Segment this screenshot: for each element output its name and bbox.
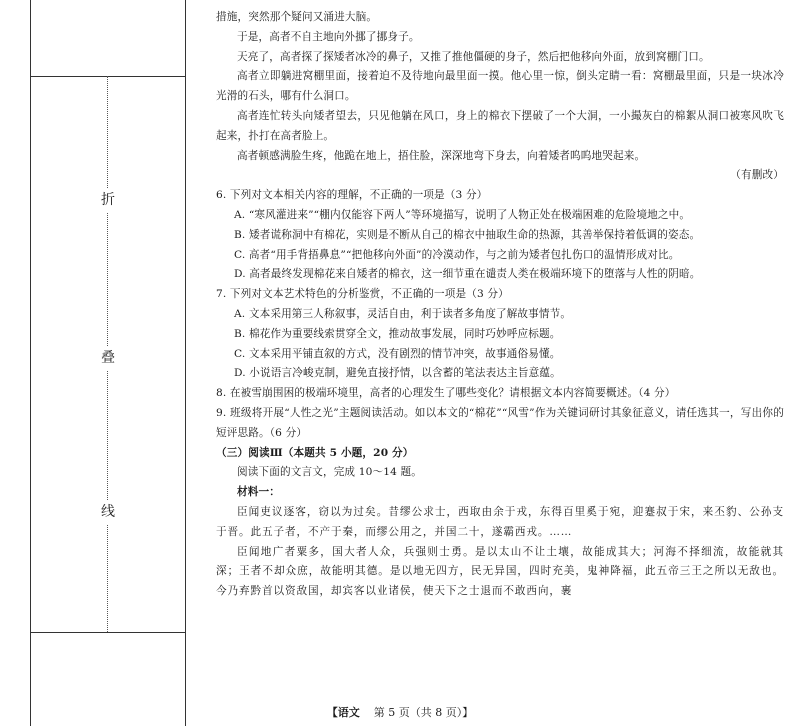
margin-border-right [185, 0, 186, 726]
section-heading: （三）阅读Ⅲ（本题共 5 小题，20 分） [216, 446, 414, 459]
reading-section-3 [216, 444, 784, 602]
footer-subject: 【语文 [326, 706, 360, 719]
option-c: C. 高者“用手背捂鼻息”“把他移向外面”的冷漠动作，与之前为矮者包扎伤口的温情形成对比。 [234, 248, 680, 261]
question-stem: 7. 下列对文本艺术特色的分析鉴赏，不正确的一项是（3 分） [216, 288, 509, 301]
option-d: D. 小说语言冷峻克制，避免直接抒情，以含蓄的笔法表达主旨意蕴。 [234, 367, 561, 380]
story-paragraph: 于是，高者不自主地向外挪了挪身子。 [237, 30, 420, 43]
option-b: B. 棉花作为重要线索贯穿全文，推动故事发展，同时巧妙呼应标题。 [234, 327, 561, 340]
story-paragraph: 高者连忙转头向矮者望去，只见他躺在风口，身上的棉衣下摆破了一个大洞，一小撮灰白的棉絮从洞口被寒风吹飞起来，扑打在高者脸上。 [216, 109, 784, 142]
option-b: B. 矮者谎称洞中有棉花，实则是不断从自己的棉衣中抽取生命的热源，其善举保持着低调的姿态。 [234, 228, 701, 241]
page-content [216, 8, 784, 602]
fold-label-char-1: 折 [96, 188, 120, 212]
question-9: 9. 班级将开展“人性之光”主题阅读活动。如以本文的“棉花”“风雪”作为关键词研讨其象征意义，请任选其一，写出你的短评思路。（6 分） [216, 406, 784, 439]
page-footer [0, 705, 800, 721]
binding-margin [0, 0, 186, 726]
story-paragraph: 高者顿感满脸生疼，他跪在地上，捂住脸，深深地弯下身去，向着矮者呜呜地哭起来。 [237, 149, 646, 162]
question-7 [216, 285, 784, 384]
question-6 [216, 186, 784, 285]
classical-paragraph: 臣闻地广者粟多，国大者人众，兵强则士勇。是以太山不让土壤，故能成其大；河海不择细流，故能就其深；王者不却众庶，故能明其德。是以地无四方，民无异国，四时充美，鬼神降福，此五帝三王之所以无敌也。今乃弃黔首以资敌国，却宾客以业诸侯，使天下之士退而不敢西向，裹 [216, 545, 784, 598]
section-instruction: 阅读下面的文言文，完成 10～14 题。 [237, 466, 423, 479]
story-paragraph: 天亮了，高者探了探矮者冰冷的鼻子，又推了推他僵硬的身子，然后把他移向外面，放到窝棚门口。 [237, 50, 710, 63]
story-paragraph: 高者立即躺进窝棚里面，接着迫不及待地向最里面一摸。他心里一惊，倒头定睛一看：窝棚最里面，只是一块冰冷光滑的石头，哪有什么洞口。 [216, 70, 784, 103]
option-c: C. 文本采用平铺直叙的方式，没有剧烈的情节冲突，故事通俗易懂。 [234, 347, 561, 360]
option-d: D. 高者最终发现棉花来自矮者的棉衣，这一细节重在谴责人类在极端环境下的堕落与人性的阴暗。 [234, 268, 701, 281]
question-8: 8. 在被雪崩围困的极端环境里，高者的心理发生了哪些变化？请根据文本内容简要概述。（4 分） [216, 387, 676, 400]
footer-page-number: 第 5 页（共 8 页）】 [373, 706, 474, 719]
margin-rule-bottom [30, 632, 186, 633]
story-excerpt [216, 8, 784, 186]
fold-label-char-2: 叠 [96, 346, 120, 370]
fold-label-char-3: 线 [96, 500, 120, 524]
margin-border-left [30, 0, 31, 726]
classical-paragraph: 臣闻吏议逐客，窃以为过矣。昔缪公求士，西取由余于戎，东得百里奚于宛，迎蹇叔于宋，来丕豹、公孙支于晋。此五子者，不产于秦，而缪公用之，并国二十，遂霸西戎。…… [216, 505, 784, 538]
option-a: A. “寒风灌进来”“棚内仅能容下两人”等环境描写，说明了人物正处在极端困难的危险境地之中。 [234, 208, 691, 221]
story-paragraph: 措施，突然那个疑问又涌进大脑。 [216, 11, 378, 23]
question-stem: 6. 下列对文本相关内容的理解，不正确的一项是（3 分） [216, 189, 488, 202]
abridged-note: （有删改） [730, 169, 784, 182]
material-label: 材料一： [237, 486, 280, 499]
option-a: A. 文本采用第三人称叙事，灵活自由，利于读者多角度了解故事情节。 [234, 307, 572, 320]
margin-rule-top [30, 76, 186, 77]
